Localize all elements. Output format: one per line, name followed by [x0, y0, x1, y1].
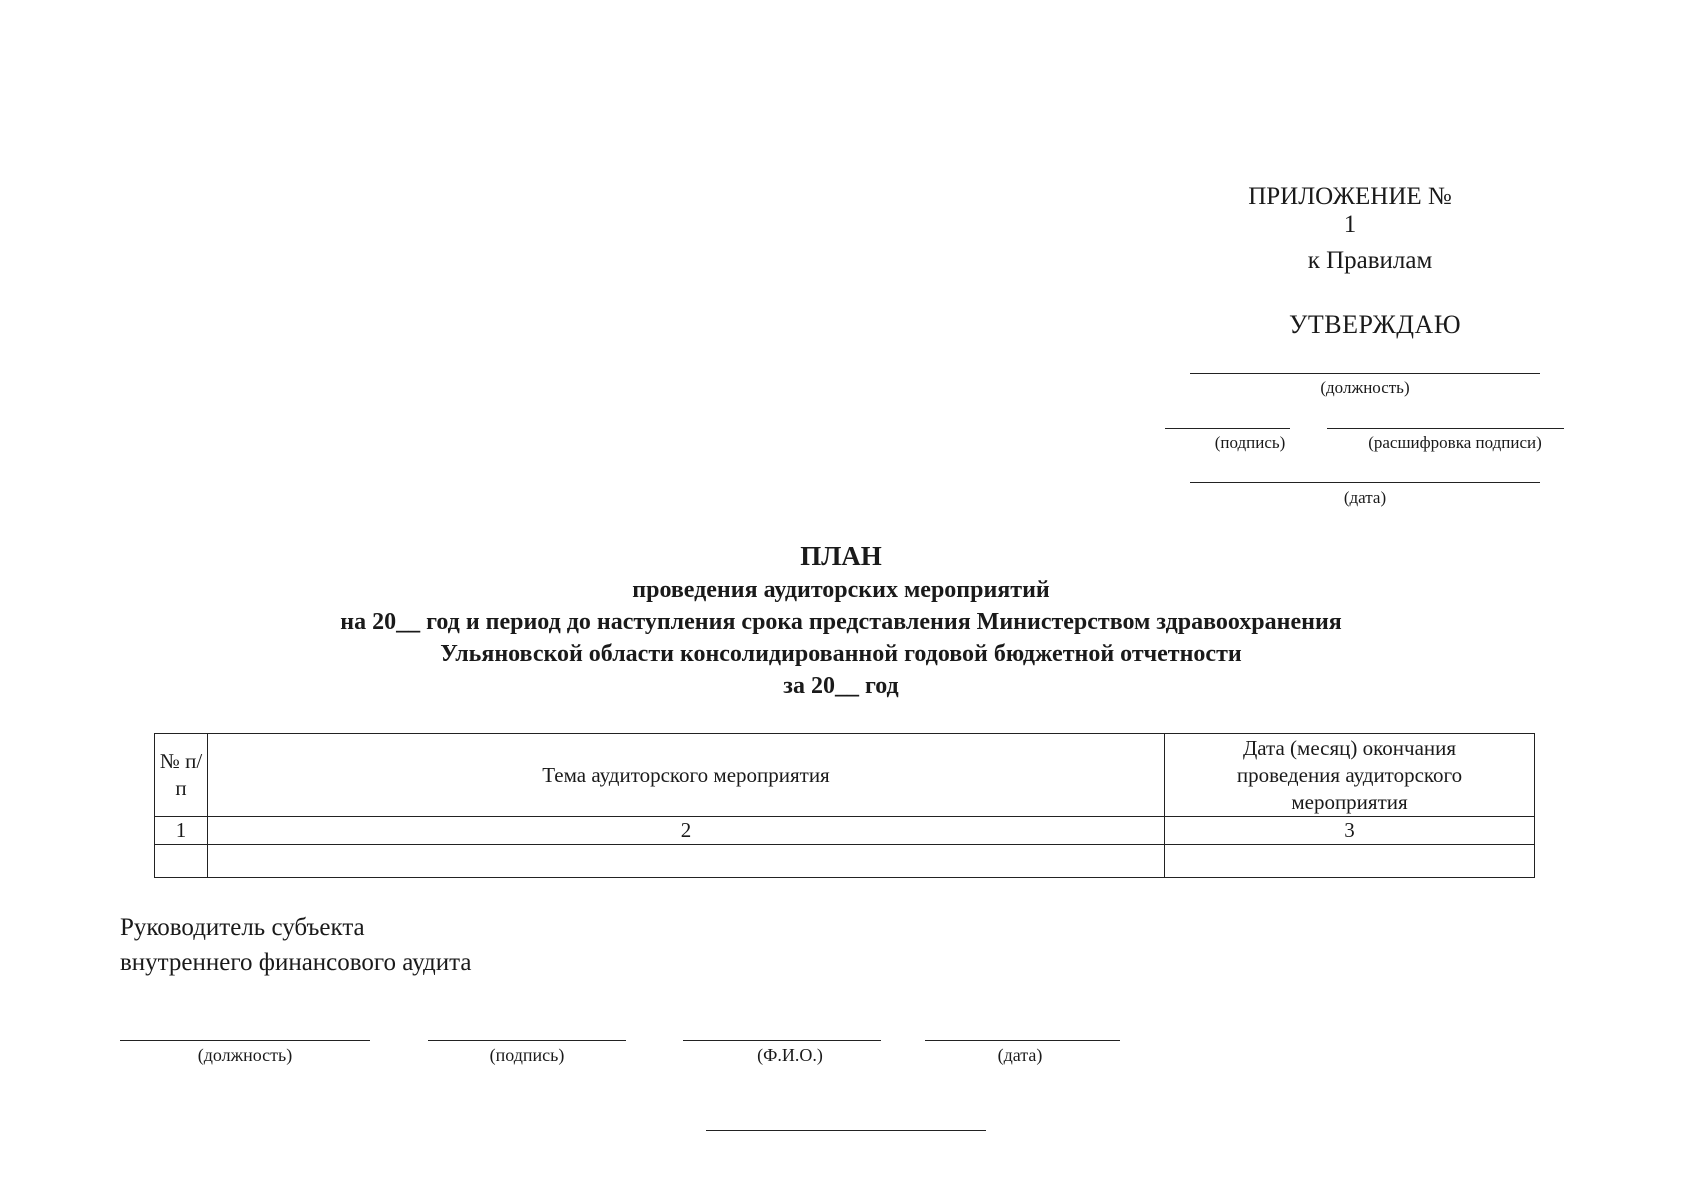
date-line: [1190, 482, 1540, 483]
signature-decode-caption: (расшифровка подписи): [1368, 433, 1542, 452]
signature-decode-line: [1327, 428, 1564, 429]
numbering-cell-2: 2: [208, 817, 1165, 845]
signatory-title-line-1: Руководитель субъекта: [120, 914, 365, 941]
signatory-position-line: [120, 1040, 370, 1041]
plan-subtitle-1: проведения аудиторских мероприятий: [632, 577, 1050, 603]
plan-subtitle-3: Ульяновской области консолидированной годовой бюджетной отчетности: [440, 641, 1242, 667]
signatory-date-line: [925, 1040, 1120, 1041]
table-header-row: [155, 734, 1535, 817]
signatory-position-caption: (должность): [197, 1045, 293, 1065]
signatory-signature-line: [428, 1040, 626, 1041]
signatory-name-caption: (Ф.И.О.): [757, 1045, 823, 1065]
document-end-line: [706, 1130, 986, 1131]
date-caption: (дата): [1343, 488, 1387, 507]
table-row: [155, 845, 1535, 878]
table-numbering-row: [155, 817, 1535, 845]
position-caption: (должность): [1320, 378, 1410, 397]
signatory-signature-caption: (подпись): [489, 1045, 565, 1065]
table-cell: [1165, 845, 1535, 878]
plan-table: [154, 733, 1535, 878]
signatory-date-caption: (дата): [997, 1045, 1043, 1065]
signature-caption: (подпись): [1214, 433, 1286, 452]
plan-subtitle-4: за 20__ год: [783, 673, 899, 699]
signatory-title-line-2: внутреннего финансового аудита: [120, 949, 472, 976]
annex-reference: к Правилам: [1307, 247, 1433, 274]
annex-number: ПРИЛОЖЕНИЕ № 1: [1248, 183, 1452, 238]
signatory-name-line: [683, 1040, 881, 1041]
table-cell: [155, 845, 208, 878]
numbering-cell-3: 3: [1165, 817, 1535, 845]
header-number: № п/п: [155, 734, 208, 817]
plan-subtitle-2: на 20__ год и период до наступления срока представления Министерством здравоохранения: [340, 609, 1342, 635]
numbering-cell-1: 1: [155, 817, 208, 845]
signature-line: [1165, 428, 1290, 429]
position-line: [1190, 373, 1540, 374]
table-cell: [208, 845, 1165, 878]
approval-heading: УТВЕРЖДАЮ: [1288, 310, 1462, 339]
header-topic: Тема аудиторского мероприятия: [208, 734, 1165, 817]
header-end-date: Дата (месяц) окончания проведения аудиторского мероприятия: [1165, 734, 1535, 817]
plan-title: ПЛАН: [800, 541, 882, 571]
